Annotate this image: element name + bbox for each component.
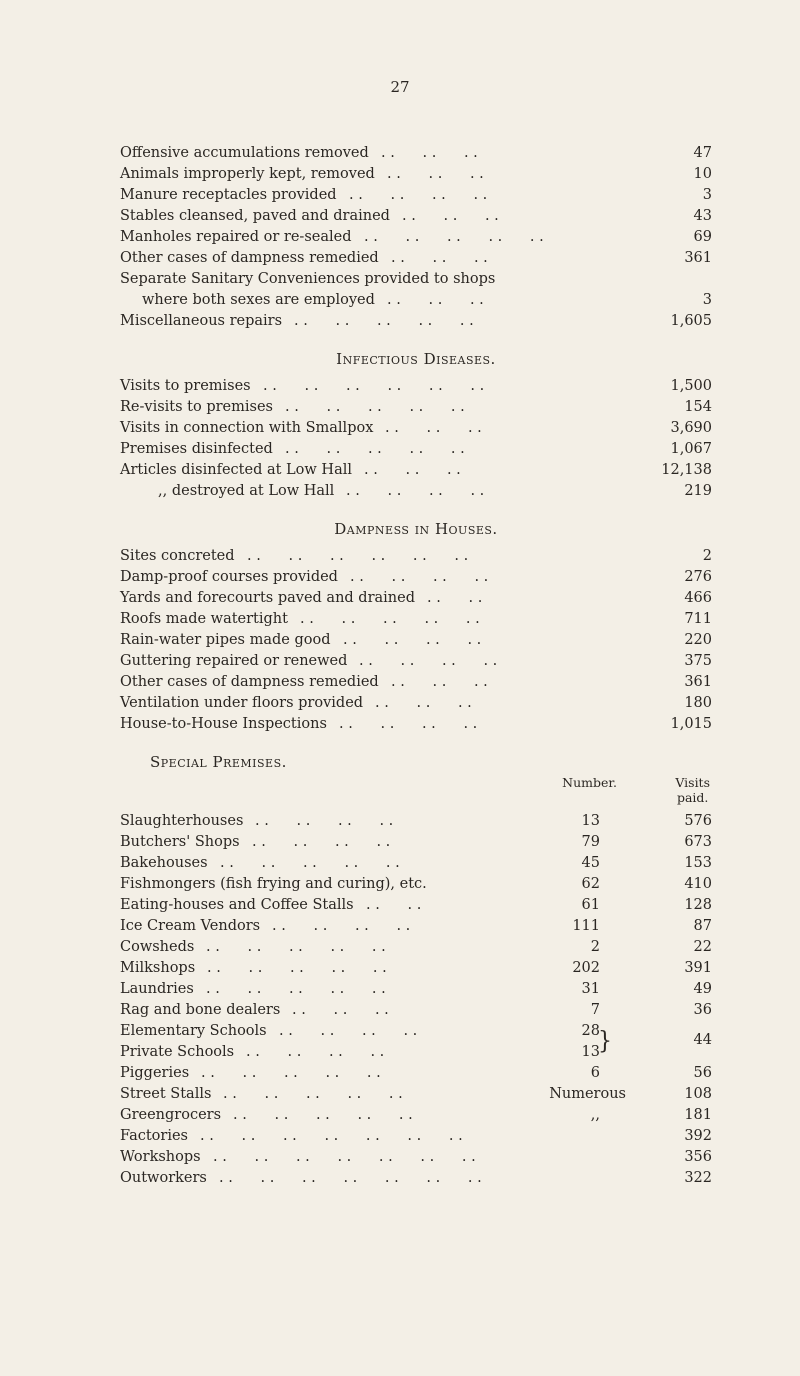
row-label: where both sexes are employed — [142, 292, 375, 308]
leader-dots: . . . . . . . . . . . . — [247, 548, 469, 564]
row-number: 62 — [581, 876, 600, 892]
row-label: ,, destroyed at Low Hall — [158, 483, 335, 499]
row-value: 154 — [684, 399, 712, 415]
table-row — [120, 248, 712, 269]
row-label: Factories — [120, 1128, 188, 1144]
row-label: Street Stalls — [120, 1086, 212, 1102]
leader-dots: . . . . . . — [385, 420, 482, 436]
leader-dots: . . . . — [427, 590, 483, 606]
leader-dots: . . . . . . — [387, 166, 484, 182]
row-label: Cowsheds — [120, 939, 195, 955]
row-visits: 410 — [684, 876, 712, 892]
row-label: Stables cleansed, paved and drained — [120, 208, 390, 224]
table-row — [120, 397, 712, 418]
table-row — [120, 269, 712, 290]
row-value: 219 — [684, 483, 712, 499]
table-row — [120, 832, 712, 853]
leader-dots: . . . . . . . . . . . . . . — [213, 1149, 476, 1165]
leader-dots: . . . . . . . . . . — [285, 399, 465, 415]
row-label: Greengrocers — [120, 1107, 222, 1123]
table-row — [120, 567, 712, 588]
row-value: 180 — [684, 695, 712, 711]
row-visits: 49 — [693, 981, 712, 997]
table-row — [120, 206, 712, 227]
schools-braced-group — [120, 1021, 712, 1063]
row-label: Bakehouses — [120, 855, 208, 871]
table-row — [120, 1126, 712, 1147]
row-label: Animals improperly kept, removed — [120, 166, 375, 182]
row-visits: 391 — [684, 960, 712, 976]
row-number: 61 — [581, 897, 600, 913]
schools-visits-total: 44 — [693, 1032, 712, 1048]
leader-dots: . . . . . . — [391, 250, 488, 266]
row-visits: 108 — [684, 1086, 712, 1102]
leader-dots: . . . . . . — [402, 208, 499, 224]
row-number: 111 — [572, 918, 600, 934]
row-label: Manholes repaired or re-sealed — [120, 229, 352, 245]
row-value: 375 — [684, 653, 712, 669]
table-row — [120, 143, 712, 164]
leader-dots: . . . . . . . . . . . . — [263, 378, 485, 394]
row-label: Rag and bone dealers — [120, 1002, 281, 1018]
row-label: Visits in connection with Smallpox — [120, 420, 374, 436]
leader-dots: . . . . . . . . — [349, 187, 488, 203]
row-number: 202 — [572, 960, 600, 976]
row-visits: 56 — [693, 1065, 712, 1081]
table-row — [120, 958, 712, 979]
leader-dots: . . . . . . — [387, 292, 484, 308]
table-row — [120, 609, 712, 630]
row-label: Slaughterhouses — [120, 813, 244, 829]
leader-dots: . . . . . . . . . . — [364, 229, 544, 245]
special-premises-heading: Special Premises. — [150, 753, 287, 771]
row-label: Separate Sanitary Conveniences provided to shops — [120, 271, 496, 287]
table-row — [120, 439, 712, 460]
row-visits: 576 — [684, 813, 712, 829]
row-value: 43 — [693, 208, 712, 224]
table-row — [120, 227, 712, 248]
row-label: Butchers' Shops — [120, 834, 240, 850]
row-number: 6 — [590, 1065, 600, 1081]
row-label: Sites concreted — [120, 548, 235, 564]
leader-dots: . . . . . . . . . . . . . . — [219, 1170, 482, 1186]
brace-glyph: } — [598, 1027, 612, 1056]
row-label: Laundries — [120, 981, 194, 997]
row-label: Offensive accumulations removed — [120, 145, 369, 161]
row-label: Fishmongers (fish frying and curing), etc. — [120, 876, 427, 892]
table-row — [120, 1063, 712, 1084]
dampness-heading: Dampness in Houses. — [334, 520, 498, 538]
table-row — [120, 874, 712, 895]
leader-dots: . . . . . . — [381, 145, 478, 161]
row-value: 220 — [684, 632, 712, 648]
row-value: 10 — [693, 166, 712, 182]
table-row — [120, 481, 712, 502]
leader-dots: . . . . . . . . — [359, 653, 498, 669]
row-value: 3,690 — [670, 420, 712, 436]
table-row — [120, 376, 712, 397]
table-row — [120, 895, 712, 916]
leader-dots: . . . . . . . . . . — [223, 1086, 403, 1102]
table-row — [120, 588, 712, 609]
row-label: Elementary Schools — [120, 1023, 267, 1039]
row-visits: 392 — [684, 1128, 712, 1144]
row-visits: 36 — [693, 1002, 712, 1018]
row-value: 361 — [684, 250, 712, 266]
row-label: Rain-water pipes made good — [120, 632, 331, 648]
row-value: 1,500 — [670, 378, 712, 394]
row-number: ,, — [590, 1107, 600, 1123]
table-row — [120, 1168, 712, 1189]
row-value: 466 — [684, 590, 712, 606]
row-number: 45 — [581, 855, 600, 871]
leader-dots: . . . . . . . . . . — [201, 1065, 381, 1081]
table-row — [120, 290, 712, 311]
row-label: Guttering repaired or renewed — [120, 653, 348, 669]
table-row — [120, 546, 712, 567]
row-label: Miscellaneous repairs — [120, 313, 283, 329]
row-value: 1,605 — [670, 313, 712, 329]
leader-dots: . . . . . . . . . . — [294, 313, 474, 329]
row-value: 69 — [693, 229, 712, 245]
row-visits: 673 — [684, 834, 712, 850]
leader-dots: . . . . . . . . . . — [206, 981, 386, 997]
row-label: Eating-houses and Coffee Stalls — [120, 897, 354, 913]
table-row — [120, 460, 712, 481]
leader-dots: . . . . . . — [375, 695, 472, 711]
row-label: Ice Cream Vendors — [120, 918, 261, 934]
table-row — [120, 979, 712, 1000]
leader-dots: . . . . . . . . — [343, 632, 482, 648]
table-row — [120, 1084, 712, 1105]
row-number: 31 — [581, 981, 600, 997]
row-value: 47 — [693, 145, 712, 161]
column-visits-header-line2: paid. — [676, 790, 709, 805]
leader-dots: . . . . . . . . . . — [300, 611, 480, 627]
table-row — [120, 1000, 712, 1021]
column-visits-header-line1: Visits — [675, 775, 710, 790]
table-row — [120, 651, 712, 672]
row-label: Other cases of dampness remedied — [120, 250, 379, 266]
sanitary-works-list — [120, 143, 712, 332]
row-label: Articles disinfected at Low Hall — [120, 462, 352, 478]
column-visits-header — [675, 775, 710, 805]
table-row — [120, 164, 712, 185]
row-number: 7 — [590, 1002, 600, 1018]
row-visits: 128 — [684, 897, 712, 913]
table-row — [120, 1105, 712, 1126]
row-number: 13 — [581, 1044, 600, 1060]
row-visits: 356 — [684, 1149, 712, 1165]
row-label: Premises disinfected — [120, 441, 273, 457]
row-value: 361 — [684, 674, 712, 690]
leader-dots: . . . . . . . . — [246, 1044, 385, 1060]
table-row — [120, 1021, 712, 1042]
row-label: Outworkers — [120, 1170, 207, 1186]
row-label: Piggeries — [120, 1065, 190, 1081]
row-number: Numerous — [549, 1086, 626, 1102]
row-label: Re-visits to premises — [120, 399, 273, 415]
infectious-diseases-heading: Infectious Diseases. — [336, 350, 496, 368]
row-label: Workshops — [120, 1149, 201, 1165]
leader-dots: . . . . . . . . . . — [207, 960, 387, 976]
leader-dots: . . . . . . . . . . — [233, 1107, 413, 1123]
report-content — [120, 143, 712, 1189]
leader-dots: . . . . . . . . — [255, 813, 394, 829]
row-value: 1,015 — [670, 716, 712, 732]
row-label: Ventilation under floors provided — [120, 695, 364, 711]
row-number: 28 — [581, 1023, 600, 1039]
page-number: 27 — [390, 78, 410, 96]
row-label: Roofs made watertight — [120, 611, 288, 627]
row-visits: 181 — [684, 1107, 712, 1123]
row-label: Other cases of dampness remedied — [120, 674, 379, 690]
row-visits: 153 — [684, 855, 712, 871]
leader-dots: . . . . . . . . — [346, 483, 485, 499]
leader-dots: . . . . . . . . — [252, 834, 391, 850]
table-row — [120, 311, 712, 332]
row-value: 711 — [684, 611, 712, 627]
infectious-diseases-list — [120, 376, 712, 502]
row-label: Yards and forecourts paved and drained — [120, 590, 415, 606]
row-visits: 87 — [693, 918, 712, 934]
row-visits: 22 — [693, 939, 712, 955]
dampness-list — [120, 546, 712, 735]
table-row — [120, 672, 712, 693]
leader-dots: . . . . . . — [391, 674, 488, 690]
schools-list — [120, 1021, 712, 1063]
leader-dots: . . . . . . — [292, 1002, 389, 1018]
table-row — [120, 811, 712, 832]
table-row — [120, 630, 712, 651]
row-number: 13 — [581, 813, 600, 829]
special-premises-list-continued — [120, 1063, 712, 1189]
row-value: 3 — [702, 187, 712, 203]
column-number-header: Number. — [562, 775, 617, 790]
table-row — [120, 714, 712, 735]
leader-dots: . . . . . . . . . . — [220, 855, 400, 871]
leader-dots: . . . . . . — [364, 462, 461, 478]
table-row — [120, 1042, 712, 1063]
row-label: House-to-House Inspections — [120, 716, 327, 732]
table-row — [120, 418, 712, 439]
special-premises-column-headers — [120, 775, 712, 811]
table-row — [120, 693, 712, 714]
row-label: Milkshops — [120, 960, 196, 976]
leader-dots: . . . . . . . . . . . . . . — [200, 1128, 463, 1144]
leader-dots: . . . . . . . . — [339, 716, 478, 732]
leader-dots: . . . . . . . . — [350, 569, 489, 585]
row-value: 1,067 — [670, 441, 712, 457]
table-row — [120, 916, 712, 937]
row-visits: 322 — [684, 1170, 712, 1186]
row-number: 2 — [590, 939, 600, 955]
row-label: Manure receptacles provided — [120, 187, 337, 203]
leader-dots: . . . . — [366, 897, 422, 913]
special-premises-list — [120, 811, 712, 1021]
row-label: Visits to premises — [120, 378, 251, 394]
row-value: 276 — [684, 569, 712, 585]
row-number: 79 — [581, 834, 600, 850]
row-value: 12,138 — [661, 462, 712, 478]
leader-dots: . . . . . . . . — [279, 1023, 418, 1039]
row-value: 2 — [702, 548, 712, 564]
leader-dots: . . . . . . . . . . — [285, 441, 465, 457]
leader-dots: . . . . . . . . — [272, 918, 411, 934]
table-row — [120, 853, 712, 874]
table-row — [120, 1147, 712, 1168]
row-label: Private Schools — [120, 1044, 235, 1060]
table-row — [120, 937, 712, 958]
row-label: Damp-proof courses provided — [120, 569, 338, 585]
row-value: 3 — [702, 292, 712, 308]
leader-dots: . . . . . . . . . . — [206, 939, 386, 955]
table-row — [120, 185, 712, 206]
